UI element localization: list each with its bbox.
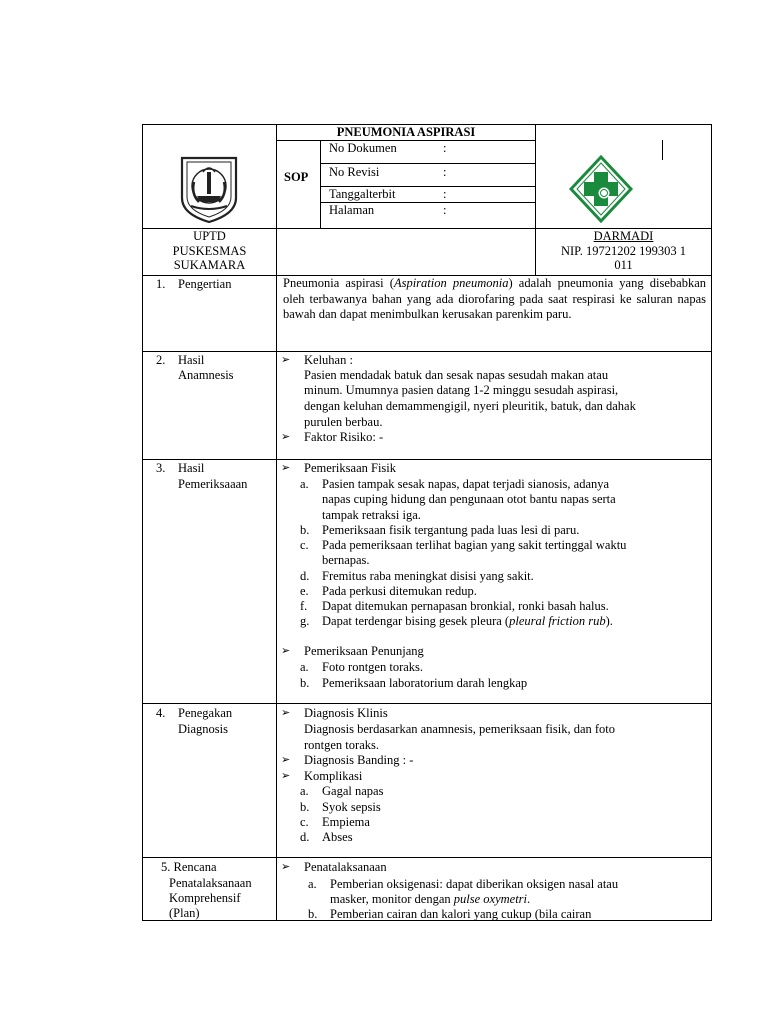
list-item: Empiema <box>322 815 370 829</box>
org-line: PUSKESMAS <box>172 243 247 258</box>
list-item: Pemeriksaan laboratorium darah lengkap <box>322 676 528 690</box>
signer-nip: 011 <box>614 258 633 272</box>
arrow-bullet-icon: ➢ <box>281 754 291 766</box>
divider <box>320 163 535 164</box>
field-colon: : <box>443 187 447 201</box>
section-title: (Plan) <box>169 906 200 920</box>
item-marker: b. <box>300 523 310 537</box>
list-item: Pasien tampak sesak napas, dapat terjadi sianosis, adanya <box>322 477 610 491</box>
list-item: Dapat terdengar bising gesek pleura (pleural friction rub). <box>322 614 613 628</box>
field-colon: : <box>443 165 447 179</box>
klinis-line: rontgen toraks. <box>304 738 379 752</box>
arrow-bullet-icon: ➢ <box>281 645 291 657</box>
org-name <box>143 229 276 273</box>
list-item: Pada perkusi ditemukan redup. <box>322 584 477 598</box>
section-number: 4. <box>156 706 166 720</box>
arrow-bullet-icon: ➢ <box>281 431 291 443</box>
section-title: Pemeriksaaan <box>178 477 248 491</box>
signer-nip: NIP. 19721202 199303 1 <box>560 243 686 258</box>
list-item: Foto rontgen toraks. <box>322 660 424 674</box>
komplikasi-label: Komplikasi <box>304 769 363 783</box>
field-colon: : <box>443 203 447 217</box>
item-marker: b. <box>300 676 310 690</box>
list-item: Pemberian cairan dan kalori yang cukup (bila cairan <box>330 907 592 921</box>
item-marker: a. <box>308 877 317 891</box>
keluhan-line: purulen berbau. <box>304 415 383 429</box>
list-item: Pada pemeriksaan terlihat bagian yang sakit tertinggal waktu <box>322 538 627 552</box>
arrow-bullet-icon: ➢ <box>281 861 291 873</box>
section-title: Penegakan <box>178 706 233 720</box>
list-item: bernapas. <box>322 553 370 567</box>
sop-label: SOP <box>284 170 309 184</box>
fisik-label: Pemeriksaan Fisik <box>304 461 397 475</box>
section-title: Pengertian <box>178 277 232 291</box>
definition-text: Pneumonia aspirasi (Aspiration pneumonia) adalah pneumonia yang disebabkan oleh terbawanya bahan yang ada diorofaring pada saat respirasi ke saluran napas bawah dan dapat menimbulkan kerusakan parenkim paru. <box>283 276 706 321</box>
section-number: 3. <box>156 461 166 475</box>
list-item: Fremitus raba meningkat disisi yang sakit. <box>322 569 534 583</box>
keluhan-line: dengan keluhan demammengigil, nyeri pleuritik, batuk, dan dahak <box>304 399 636 413</box>
signer-block <box>536 229 711 273</box>
item-marker: c. <box>300 815 309 829</box>
section-title: Hasil <box>178 353 205 367</box>
item-marker: a. <box>300 660 309 674</box>
klinis-label: Diagnosis Klinis <box>304 706 388 720</box>
list-item: Gagal napas <box>322 784 384 798</box>
org-line: SUKAMARA <box>173 258 246 272</box>
divider <box>276 125 277 275</box>
field-label: Halaman <box>329 203 375 217</box>
org-line: UPTD <box>193 229 226 243</box>
section-title: Hasil <box>178 461 205 475</box>
penunjang-label: Pemeriksaan Penunjang <box>304 644 424 658</box>
divider <box>143 459 711 460</box>
section-title: Diagnosis <box>178 722 228 736</box>
section-title: 5. Rencana <box>161 860 217 874</box>
cursor-mark <box>662 140 663 160</box>
item-marker: a. <box>300 477 309 491</box>
signer-name: DARMADI <box>593 229 654 243</box>
field-colon: : <box>443 141 447 155</box>
field-label: Tanggalterbit <box>329 187 396 201</box>
list-item: napas cuping hidung dan pengunaan otot bantu napas serta <box>322 492 616 506</box>
faktor-risiko: Faktor Risiko: - <box>304 430 384 444</box>
arrow-bullet-icon: ➢ <box>281 462 291 474</box>
divider <box>143 351 711 352</box>
section-number: 2. <box>156 353 166 367</box>
list-item: Pemberian oksigenasi: dapat diberikan oksigen nasal atau <box>330 877 619 891</box>
item-marker: d. <box>300 569 310 583</box>
penatalaksanaan-label: Penatalaksanaan <box>304 860 387 874</box>
list-item: tampak retraksi iga. <box>322 508 421 522</box>
keluhan-line: Pasien mendadak batuk dan sesak napas sesudah makan atau <box>304 368 609 382</box>
list-item: Pemeriksaan fisik tergantung pada luas lesi di paru. <box>322 523 580 537</box>
sop-document <box>142 124 712 921</box>
item-marker: d. <box>300 830 310 844</box>
banding-label: Diagnosis Banding : - <box>304 753 414 767</box>
regional-logo <box>177 152 241 224</box>
item-marker: c. <box>300 538 309 552</box>
section-title: Komprehensif <box>169 891 241 905</box>
item-marker: b. <box>308 907 318 921</box>
keluhan-line: minum. Umumnya pasien datang 1-2 minggu sesudah aspirasi, <box>304 383 619 397</box>
list-item: Abses <box>322 830 353 844</box>
section-title: Penatalaksanaan <box>169 876 252 890</box>
list-item: Syok sepsis <box>322 800 381 814</box>
document-title: PNEUMONIA ASPIRASI <box>336 125 476 139</box>
puskesmas-logo <box>569 155 633 223</box>
klinis-line: Diagnosis berdasarkan anamnesis, pemeriksaan fisik, dan foto <box>304 722 616 736</box>
field-label: No Revisi <box>329 165 380 179</box>
keluhan-label: Keluhan : <box>304 353 353 367</box>
item-marker: b. <box>300 800 310 814</box>
divider <box>276 275 277 920</box>
section-number: 1. <box>156 277 166 291</box>
divider <box>143 703 711 704</box>
item-marker: g. <box>300 614 310 628</box>
field-label: No Dokumen <box>329 141 397 155</box>
list-item: Dapat ditemukan pernapasan bronkial, ronki basah halus. <box>322 599 609 613</box>
divider <box>276 140 535 141</box>
list-item: masker, monitor dengan pulse oxymetri. <box>330 892 531 906</box>
item-marker: a. <box>300 784 309 798</box>
section-title: Anamnesis <box>178 368 234 382</box>
divider <box>143 857 711 858</box>
arrow-bullet-icon: ➢ <box>281 354 291 366</box>
divider <box>320 140 321 228</box>
item-marker: f. <box>300 599 308 613</box>
arrow-bullet-icon: ➢ <box>281 770 291 782</box>
arrow-bullet-icon: ➢ <box>281 707 291 719</box>
item-marker: e. <box>300 584 309 598</box>
